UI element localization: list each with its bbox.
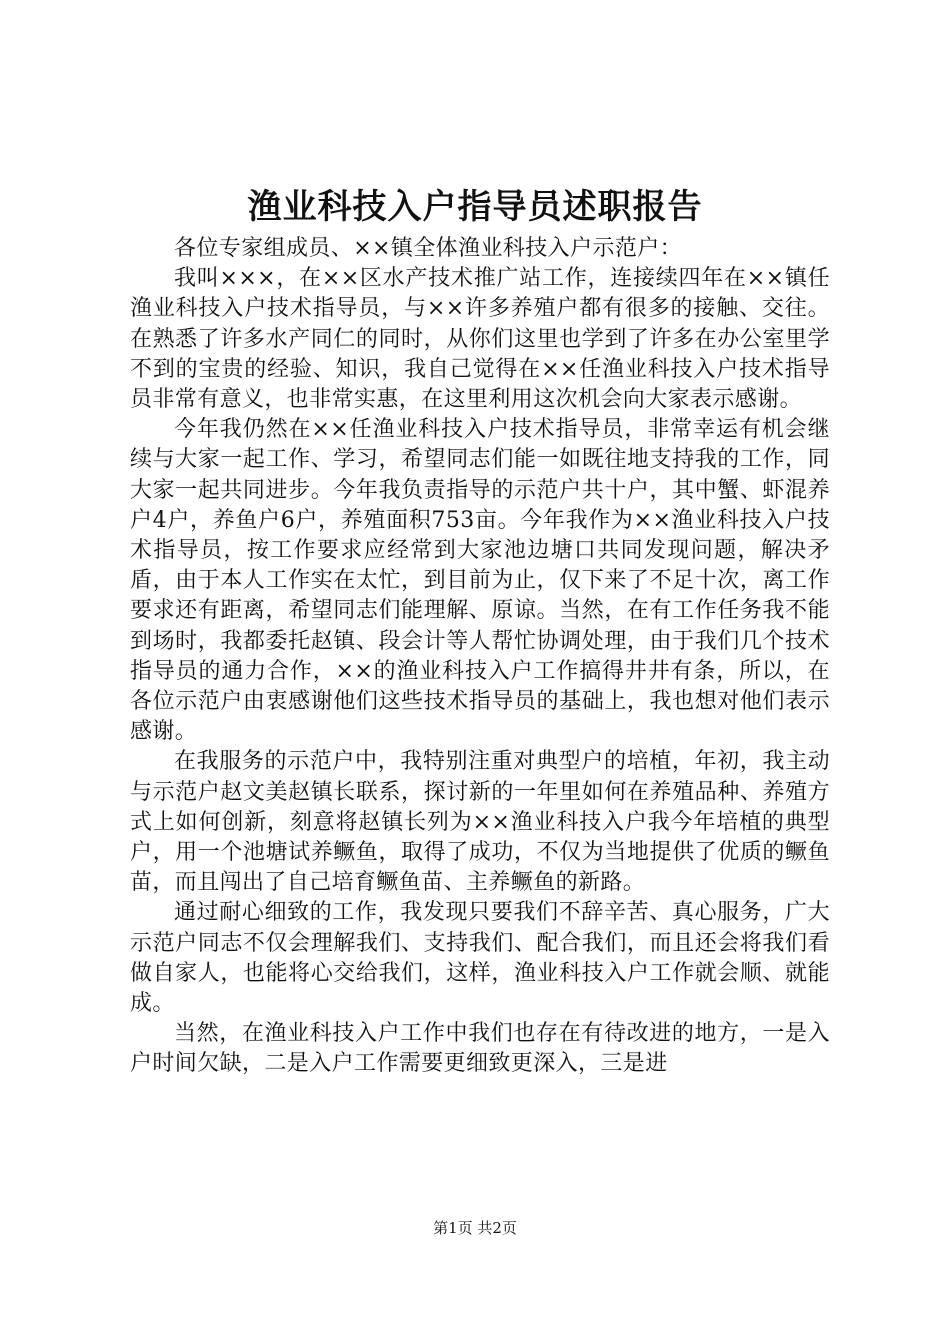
body-paragraph: 我叫×××，在××区水产技术推广站工作，连接续四年在××镇任渔业科技入户技术指导员，与××许多养殖户都有很多的接触、交往。在熟悉了许多水产同仁的同时，从你们这里也学到了许多在办公室里学不到的宝贵的经验、知识，我自己觉得在××任渔业科技入户技术指导员非常有意义，也非常实惠，在这里利用这次机会向大家表示感谢。 <box>130 266 830 413</box>
document-title: 渔业科技入户指导员述职报告 <box>247 187 703 227</box>
body-paragraph: 在我服务的示范户中，我特别注重对典型户的培植，年初，我主动与示范户赵文美赵镇长联系，探讨新的一年里如何在养殖品种、养殖方式上如何创新，刻意将赵镇长列为××渔业科技入户我今年培植的典型户，用一个池塘试养鳜鱼，取得了成功，不仅为当地提供了优质的鳜鱼苗，而且闯出了自己培育鳜鱼苗、主养鳜鱼的新路。 <box>130 749 830 896</box>
body-paragraph: 今年我仍然在××任渔业科技入户技术指导员，非常幸运有机会继续与大家一起工作、学习，希望同志们能一如既往地支持我的工作，同大家一起共同进步。今年我负责指导的示范户共十户，其中蟹、虾混养户4户，养鱼户6户，养殖面积753亩。今年我作为××渔业科技入户技术指导员，按工作要求应经常到大家池边塘口共同发现问题，解决矛盾，由于本人工作实在太忙，到目前为止，仅下来了不足十次，离工作要求还有距离，希望同志们能理解、原谅。当然，在有工作任务我不能到场时，我都委托赵镇、段会计等人帮忙协调处理，由于我们几个技术指导员的通力合作，××的渔业科技入户工作搞得井井有条，所以，在各位示范户由衷感谢他们这些技术指导员的基础上，我也想对他们表示感谢。 <box>130 417 830 745</box>
page-footer: 第1页 共2页 <box>433 1219 517 1237</box>
document-body <box>130 234 830 1080</box>
salutation-paragraph: 各位专家组成员、××镇全体渔业科技入户示范户： <box>174 236 683 261</box>
body-paragraph: 通过耐心细致的工作，我发现只要我们不辞辛苦、真心服务，广大示范户同志不仅会理解我们、支持我们、配合我们，而且还会将我们看做自家人，也能将心交给我们，这样，渔业科技入户工作就会顺、就能成。 <box>130 900 830 1017</box>
body-paragraph: 当然，在渔业科技入户工作中我们也存在有待改进的地方，一是入户时间欠缺，二是入户工作需要更细致更深入，三是进 <box>130 1021 830 1077</box>
